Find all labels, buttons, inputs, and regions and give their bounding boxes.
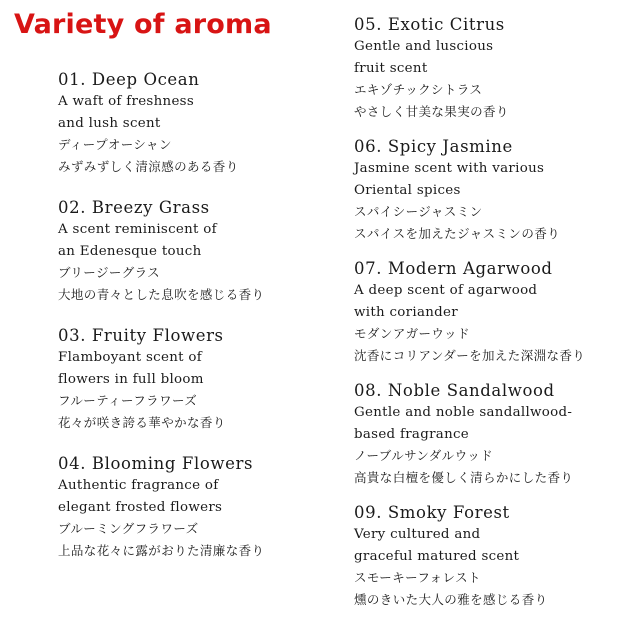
aroma-description-jp: 高貴な白檀を優しく清らかにした香り <box>354 469 574 485</box>
aroma-entry-exotic-citrus <box>354 14 640 122</box>
aroma-description-jp: みずみずしく清涼感のある香り <box>58 158 239 174</box>
aroma-name-jp: ブリージーグラス <box>58 265 161 280</box>
aroma-entry-noble-sandalwood <box>354 380 640 488</box>
aroma-name: 07. Modern Agarwood <box>354 259 553 278</box>
aroma-description-en: Very cultured and <box>354 527 481 542</box>
aroma-description-en: and lush scent <box>58 115 161 131</box>
aroma-description-jp: スパイスを加えたジャスミンの香り <box>354 225 561 241</box>
aroma-name-jp: モダンアガーウッド <box>354 326 470 341</box>
aroma-description-en: flowers in full bloom <box>58 371 204 387</box>
aroma-description-en: an Edenesque touch <box>58 243 202 259</box>
aroma-entry-spicy-jasmine <box>354 136 640 244</box>
aroma-description-en: A deep scent of agarwood <box>354 283 538 298</box>
aroma-name: 08. Noble Sandalwood <box>354 381 555 400</box>
aroma-description-en: fruit scent <box>354 60 428 76</box>
aroma-name-jp: ノーブルサンダルウッド <box>354 448 494 463</box>
aroma-name: 01. Deep Ocean <box>58 70 200 89</box>
aroma-list-left <box>58 69 350 561</box>
aroma-entry-deep-ocean <box>58 69 350 177</box>
aroma-name: 02. Breezy Grass <box>58 198 210 217</box>
aroma-entry-blooming-flowers <box>58 453 350 561</box>
aroma-description-en: A waft of freshness <box>58 94 195 109</box>
aroma-description-en: Flamboyant scent of <box>58 350 202 365</box>
aroma-entry-breezy-grass <box>58 197 350 305</box>
aroma-entry-fruity-flowers <box>58 325 350 433</box>
aroma-description-jp: 上品な花々に露がおりた清廉な香り <box>58 542 265 558</box>
aroma-name: 03. Fruity Flowers <box>58 326 224 345</box>
aroma-entry-smoky-forest <box>354 502 640 610</box>
aroma-description-en: Authentic fragrance of <box>58 478 219 493</box>
aroma-description-en: Jasmine scent with various <box>354 161 545 176</box>
aroma-name: 06. Spicy Jasmine <box>354 137 513 156</box>
aroma-name: 04. Blooming Flowers <box>58 454 254 473</box>
aroma-name: 05. Exotic Citrus <box>354 15 505 34</box>
aroma-description-en: Oriental spices <box>354 182 461 198</box>
aroma-name-jp: ブルーミングフラワーズ <box>58 521 199 536</box>
aroma-name-jp: スモーキーフォレスト <box>354 570 481 585</box>
aroma-description-en: elegant frosted flowers <box>58 499 223 515</box>
aroma-name-jp: スパイシージャスミン <box>354 204 483 219</box>
aroma-description-jp: やさしく甘美な果実の香り <box>354 103 509 119</box>
aroma-name-jp: ディープオーシャン <box>58 137 172 152</box>
aroma-list-right <box>354 14 640 610</box>
aroma-description-en: with coriander <box>354 304 458 320</box>
aroma-description-en: graceful matured scent <box>354 548 520 564</box>
aroma-description-en: Gentle and luscious <box>354 39 494 54</box>
aroma-description-en: A scent reminiscent of <box>58 222 217 237</box>
aroma-description-jp: 大地の青々とした息吹を感じる香り <box>58 286 265 302</box>
aroma-description-en: based fragrance <box>354 426 470 442</box>
aroma-description-en: Gentle and noble sandallwood- <box>354 405 573 420</box>
aroma-name-jp: エキゾチックシトラス <box>354 82 483 97</box>
aroma-name-jp: フルーティーフラワーズ <box>58 393 198 408</box>
aroma-entry-modern-agarwood <box>354 258 640 366</box>
aroma-description-jp: 沈香にコリアンダーを加えた深淵な香り <box>354 347 586 363</box>
aroma-description-jp: 花々が咲き誇る華やかな香り <box>58 414 226 430</box>
aroma-name: 09. Smoky Forest <box>354 503 510 522</box>
aroma-description-jp: 燻のきいた大人の雅を感じる香り <box>354 591 548 607</box>
page-title: Variety of aroma <box>14 9 272 40</box>
